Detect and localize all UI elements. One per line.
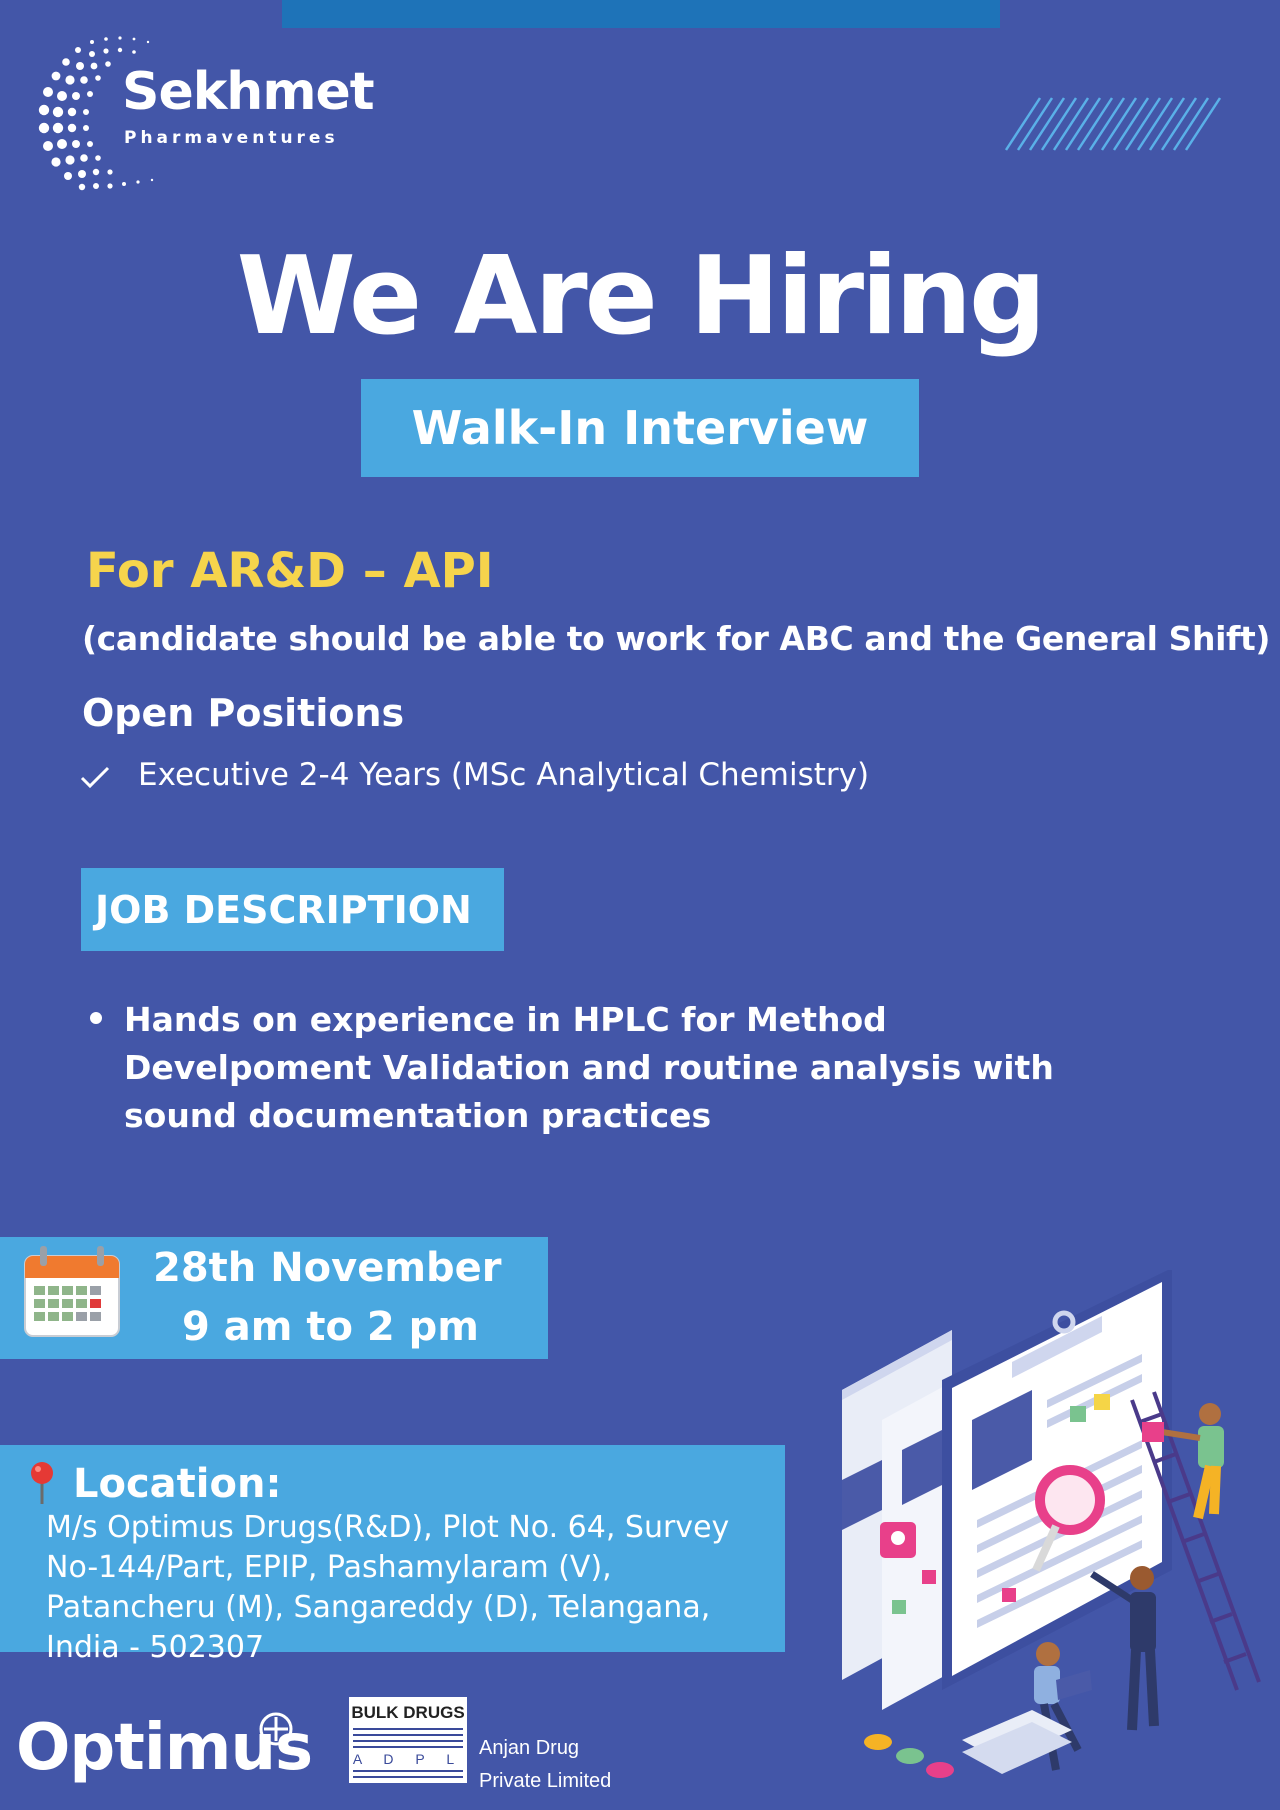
check-icon: [80, 764, 110, 790]
walk-in-badge: [361, 379, 919, 477]
optimus-logo: Optimus: [16, 1711, 313, 1785]
bullet-icon: [90, 1012, 102, 1024]
brand-name: Sekhmet: [122, 62, 374, 122]
shift-note: (candidate should be able to work for ABC and the General Shift): [82, 619, 1271, 658]
interview-date: 28th November: [153, 1245, 502, 1291]
job-description-heading-box: [81, 868, 504, 951]
job-description-item: Hands on experience in HPLC for Method Develpoment Validation and routine analysis with sound documentation practices: [124, 1000, 1054, 1135]
headline: We Are Hiring: [236, 234, 1044, 359]
open-positions-heading: Open Positions: [82, 691, 405, 735]
hiring-illustration: [842, 1270, 1272, 1810]
adpl-logo: [349, 1697, 467, 1783]
hatch-decoration: [1000, 96, 1230, 152]
top-bar: [282, 0, 1000, 28]
adpl-top-text: BULK DRUGS: [351, 1703, 465, 1722]
walk-in-label: Walk-In Interview: [411, 401, 869, 455]
job-description-heading: JOB DESCRIPTION: [95, 887, 472, 932]
anjan-line-1: Anjan Drug: [479, 1737, 580, 1759]
plus-icon: [259, 1712, 293, 1746]
calendar-icon: [22, 1242, 122, 1338]
location-heading: Location:: [73, 1461, 282, 1507]
anjan-line-2: Private Limited: [479, 1770, 612, 1792]
location-address: M/s Optimus Drugs(R&D), Plot No. 64, Survey No-144/Part, EPIP, Pashamylaram (V), Patancheru (M), Sangareddy (D), Telangana, India - 502307: [46, 1510, 730, 1665]
location-pin-icon: [24, 1460, 60, 1506]
department-title: For AR&D – API: [86, 543, 494, 599]
interview-time: 9 am to 2 pm: [182, 1304, 479, 1350]
position-item: Executive 2-4 Years (MSc Analytical Chemistry): [138, 757, 870, 793]
adpl-letters: A D P L: [352, 1751, 464, 1767]
brand-subtitle: Pharmaventures: [124, 128, 339, 148]
